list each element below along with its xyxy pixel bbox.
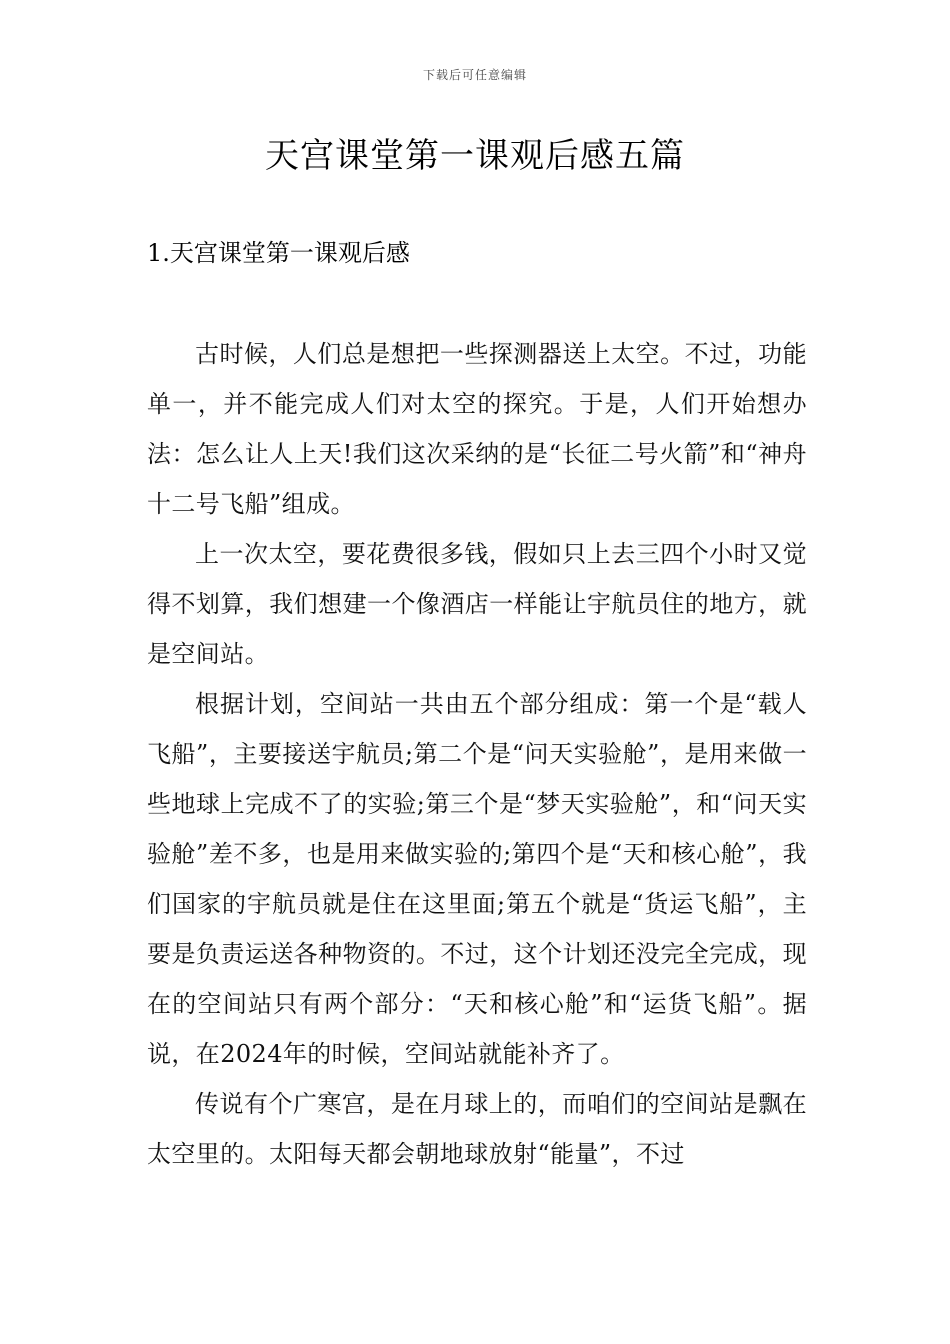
paragraph: 传说有个广寒宫，是在月球上的，而咱们的空间站是飘在太空里的。太阳每天都会朝地球放射“能量”，不过 [147,1090,807,1168]
paragraph: 上一次太空，要花费很多钱，假如只上去三四个小时又觉得不划算，我们想建一个像酒店一样能让宇航员住的地方，就是空间站。 [147,540,807,668]
body-text [147,329,807,1179]
paragraph: 古时候，人们总是想把一些探测器送上太空。不过，功能单一，并不能完成人们对太空的探究。于是，人们开始想办法：怎么让人上天!我们这次采纳的是“长征二号火箭”和“神舟十二号飞船”组成。 [147,340,807,518]
section-heading: 1.天宫课堂第一课观后感 [147,239,410,267]
paragraph: 根据计划，空间站一共由五个部分组成：第一个是“载人飞船”，主要接送宇航员;第二个是“问天实验舱”，是用来做一些地球上完成不了的实验;第三个是“梦天实验舱”，和“问天实验舱”差不多，也是用来做实验的;第四个是“天和核心舱”，我们国家的宇航员就是住在这里面;第五个就是“货运飞船”，主要是负责运送各种物资的。不过，这个计划还没完全完成，现在的空间站只有两个部分：“天和核心舱”和“运货飞船”。据说，在2024年的时候，空间站就能补齐了。 [147,690,807,1068]
header-note: 下载后可任意编辑 [422,68,527,82]
document-title: 天宫课堂第一课观后感五篇 [265,136,685,176]
